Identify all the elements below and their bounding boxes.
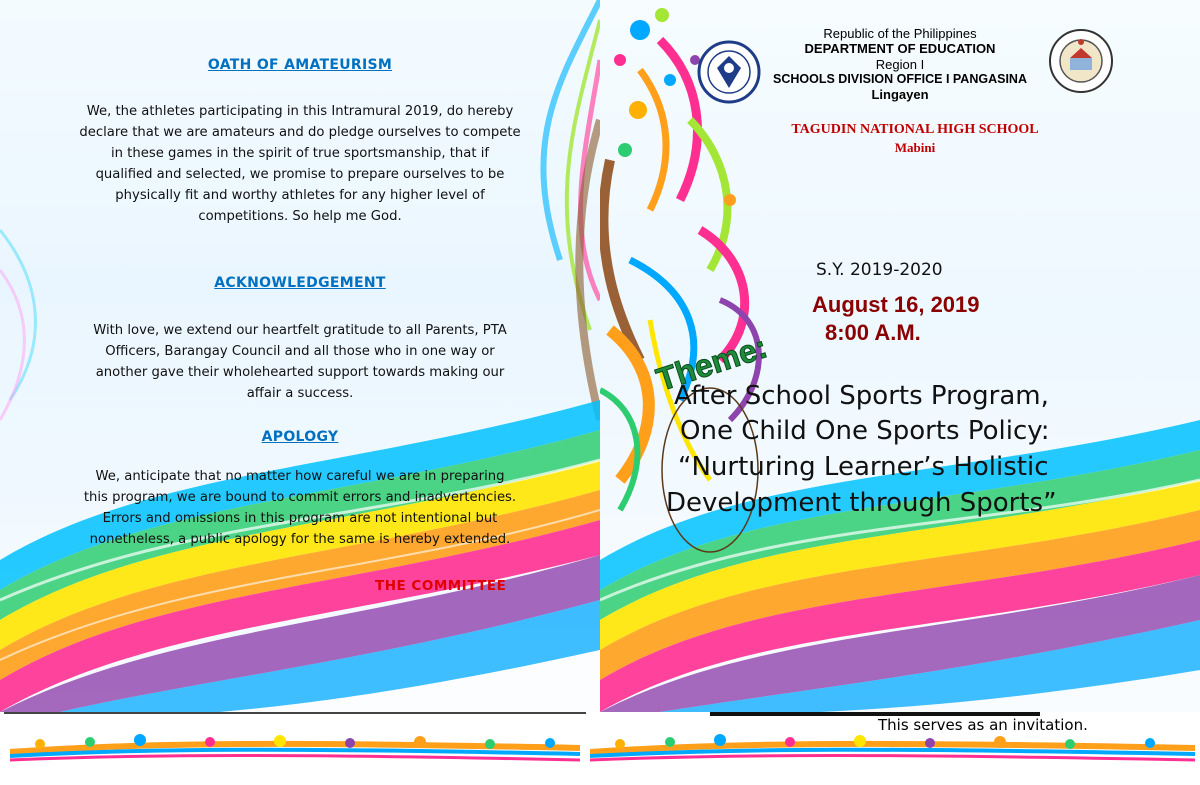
oath-paragraph xyxy=(30,101,570,227)
event-time: 8:00 A.M. xyxy=(825,320,921,345)
theme-label: Theme: xyxy=(652,328,772,398)
division-office-seal-icon xyxy=(1048,28,1114,94)
invitation-note: This serves as an invitation. xyxy=(878,716,1088,734)
school-name: TAGUDIN NATIONAL HIGH SCHOOL xyxy=(791,122,1039,137)
oath-line: competitions. So help me God. xyxy=(198,209,402,224)
bottom-border-left xyxy=(0,712,590,785)
acknowledgement-line: With love, we extend our heartfelt gratitude to all Parents, PTA xyxy=(93,323,507,338)
oath-line: physically fit and worthy athletes for any higher level of xyxy=(115,188,485,203)
school-year: S.Y. 2019-2020 xyxy=(816,260,943,280)
bottom-border-right xyxy=(590,712,1200,785)
oath-line: qualified and selected, we promise to prepare ourselves to be xyxy=(95,167,505,182)
school-place: Mabini xyxy=(894,140,936,155)
department-text: DEPARTMENT OF EDUCATION xyxy=(804,41,996,56)
right-panel xyxy=(600,0,1200,712)
theme-line: One Child One Sports Policy: xyxy=(680,416,1050,446)
region-text: Region I xyxy=(875,57,925,72)
apology-line: nonetheless, a public apology for the same is hereby extended. xyxy=(89,532,511,547)
theme-line: Development through Sports” xyxy=(666,488,1057,518)
acknowledgement-line: Officers, Barangay Council and all those who in one way or xyxy=(105,344,495,359)
oath-heading: OATH OF AMATEURISM xyxy=(207,57,393,73)
sports-border-decoration xyxy=(0,712,590,785)
apology-heading: APOLOGY xyxy=(261,429,339,445)
apology-paragraph xyxy=(30,466,570,550)
acknowledgement-paragraph xyxy=(30,320,570,404)
oath-line: declare that we are amateurs and do pledge ourselves to compete xyxy=(79,125,521,140)
acknowledgement-line: affair a success. xyxy=(246,386,354,401)
left-panel xyxy=(0,0,600,712)
division-text: SCHOOLS DIVISION OFFICE I PANGASINA xyxy=(773,72,1027,86)
theme-line: After School Sports Program, xyxy=(674,381,1049,411)
event-date: August 16, 2019 xyxy=(812,292,980,317)
acknowledgement-heading: ACKNOWLEDGEMENT xyxy=(214,275,386,291)
republic-text: Republic of the Philippines xyxy=(823,26,977,41)
apology-line: We, anticipate that no matter how careful we are in preparing xyxy=(95,469,505,484)
town-text: Lingayen xyxy=(871,87,929,102)
theme-line: “Nurturing Learner’s Holistic xyxy=(678,452,1049,482)
oath-line: in these games in the spirit of true sportsmanship, that if xyxy=(110,146,490,161)
oath-line: We, the athletes participating in this Intramural 2019, do hereby xyxy=(86,104,514,119)
apology-line: this program, we are bound to commit errors and inadvertencies. xyxy=(83,490,517,505)
apology-line: Errors and omissions in this program are not intentional but xyxy=(102,511,498,526)
acknowledgement-line: another gave their wholehearted support towards making our xyxy=(95,365,505,380)
committee-signature: THE COMMITTEE xyxy=(375,578,507,594)
